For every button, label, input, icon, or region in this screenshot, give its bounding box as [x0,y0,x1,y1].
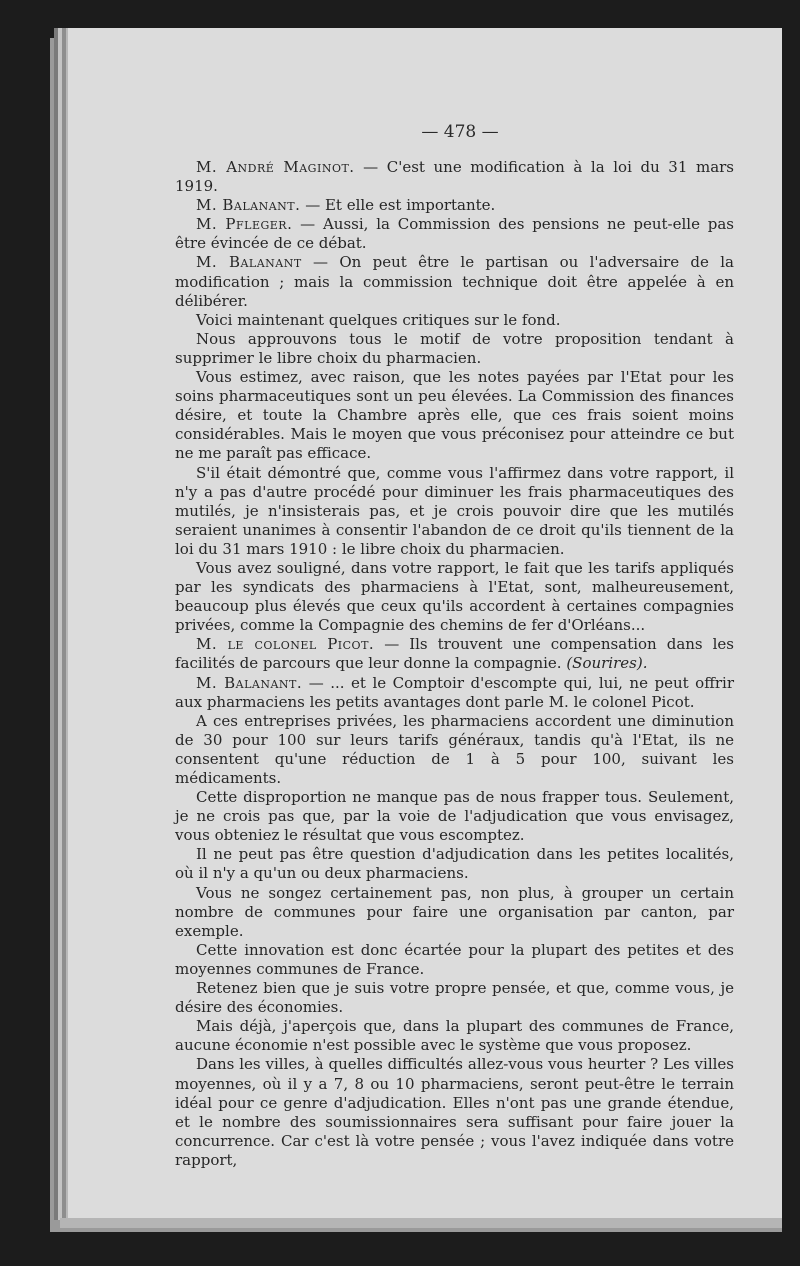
paragraph [175,1055,734,1170]
speaker-name: M. Balanant. [196,673,303,692]
paragraph-text: Retenez bien que je suis votre propre pensée, et que, comme vous, je désire des économies. [175,979,734,1017]
paragraph [175,368,734,463]
paragraph [175,845,734,883]
speaker-name: M. André Maginot. [196,158,355,176]
paragraph-text: — Ils trouvent une compensation dans les facilités de parcours que leur donne la compagnie. [175,635,735,673]
paragraph-text: A ces entreprises privées, les pharmaciens accordent une diminution de 30 pour 100 sur leurs tarifs généraux, tandis qu'à l'Etat, ils ne consentent qu'une réduction de 1 à 5 pour 100, suivant les médicaments. [175,711,734,787]
paragraph-text: Il ne peut pas être question d'adjudication dans les petites localités, où il n'y a qu'un ou deux pharmaciens. [175,845,734,883]
paragraph [175,674,734,712]
speaker-name: M. Balanant [196,253,302,272]
paragraph-text: Vous ne songez certainement pas, non plus, à grouper un certain nombre de communes pour faire une organisation par canton, par exemple. [175,883,734,940]
paragraph [175,941,734,979]
body-text [175,158,734,1170]
paragraph-text: — Et elle est importante. [300,196,496,215]
paragraph [175,158,734,196]
paragraph-text: — Aussi, la Commission des pensions ne peut-elle pas être évincée de ce débat. [175,215,734,253]
speaker-name: M. Balanant. [196,196,301,215]
paragraph [175,979,734,1017]
paragraph-text: Dans les villes, à quelles difficultés allez-vous vous heurter ? Les villes moyennes, où il y a 7, 8 ou 10 pharmaciens, seront peut-être le terrain idéal pour ce genre d'adjudication. Elles n'ont pas une grande étendue, et le nombre des soumissionnaires sera suffisant pour faire jouer la concurrence. Car c'est là votre pensée ; vous l'avez indiquée dans votre rapport, [175,1055,734,1169]
paragraph [175,330,734,368]
page-bottom-edge [60,1218,782,1228]
paragraph-text: Mais déjà, j'aperçois que, dans la plupart des communes de France, aucune économie n'est possible avec le système que vous proposez. [175,1017,734,1055]
page-number: — 478 — [421,122,499,142]
paragraph-text: Voici maintenant quelques critiques sur le fond. [196,310,561,329]
paragraph-text: Cette innovation est donc écartée pour la plupart des petites et des moyennes communes de France. [175,940,734,978]
paragraph [175,559,734,635]
speaker-name: M. Pfleger. [196,215,293,234]
paragraph-text: — C'est une modification à la loi du 31 mars 1919. [175,158,735,196]
speaker-name: M. le colonel Picot. [196,635,375,654]
paragraph-text: Vous avez souligné, dans votre rapport, le fait que les tarifs appliqués par les syndicats des pharmaciens à l'Etat, sont, malheureusement, beaucoup plus élevés que ceux qu'ils accordent à certaines compagnies privées, comme la Compagnie des chemins de fer d'Orléans... [175,558,734,635]
paragraph [175,788,734,845]
paragraph-text: — On peut être le partisan ou l'adversaire de la modification ; mais la commission technique doit être appelée à en délibérer. [175,253,734,310]
paragraph-text: S'il était démontré que, comme vous l'affirmez dans votre rapport, il n'y a pas d'autre procédé pour diminuer les frais pharmaceutiques des mutilés, je n'insisterais pas, et je crois pouvoir dire que les mutilés seraient unanimes à consentir l'abandon de ce droit qu'ils tiennent de la loi du 31 mars 1910 : le libre choix du pharmacien. [175,463,734,558]
paragraph [175,1017,734,1055]
paragraph [175,311,734,330]
paragraph [175,215,734,253]
paragraph [175,712,734,788]
paragraph-text: Nous approuvons tous le motif de votre proposition tendant à supprimer le libre choix du pharmacien. [175,329,734,367]
paragraph-text: Vous estimez, avec raison, que les notes payées par l'Etat pour les soins pharmaceutiques sont un peu élevées. La Commission des finances désire, et toute la Chambre après elle, que ces frais soient moins considérables. Mais le moyen que vous préconisez pour atteindre ce but ne me paraît pas efficace. [175,368,734,463]
paragraph [175,196,734,215]
paragraph [175,635,734,673]
paragraph [175,464,734,559]
paragraph [175,253,734,310]
paragraph [175,884,734,941]
paragraph-text: — ... et le Comptoir d'escompte qui, lui, ne peut offrir aux pharmaciens les petits avantages dont parle M. le colonel Picot. [175,673,734,711]
paragraph-text: Cette disproportion ne manque pas de nous frapper tous. Seulement, je ne crois pas que, par la voie de l'adjudication que vous envisagez, vous obteniez le résultat que vous escomptez. [175,788,734,845]
stage-direction: (Sourires). [566,654,648,673]
